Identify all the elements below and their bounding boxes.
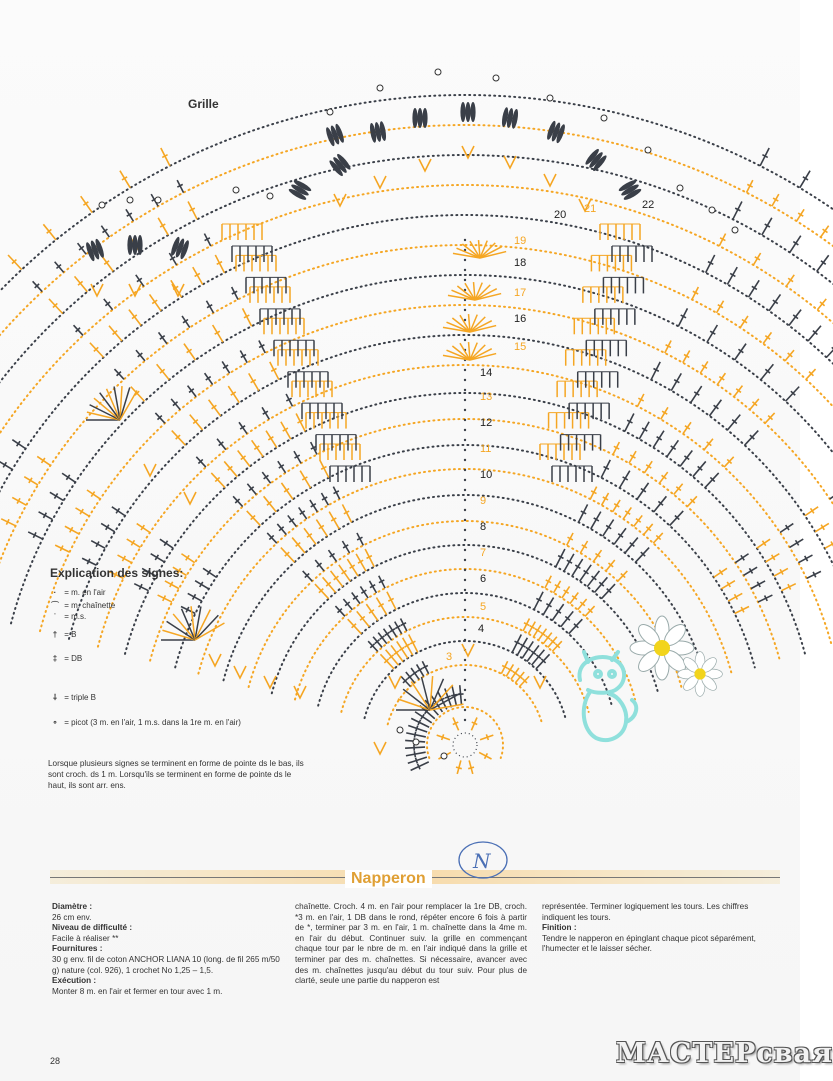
stitch-mark [693, 461, 706, 476]
cluster-mark [462, 146, 474, 158]
handwritten-mark [455, 838, 511, 882]
text-column-3: représentée. Terminer logiquement les tours. Les chiffres indiquent les tours. Finition : Tendre le napperon en épinglant chaque picot séparément, l'humecter et le laisser sécher. [542, 902, 756, 954]
axis-dot [464, 399, 466, 401]
stitch-mark [252, 440, 263, 456]
round-number-label: 18 [514, 257, 527, 269]
arc-icon: ⌒ [51, 601, 59, 610]
text-column-2: chaînette. Croch. 4 m. en l'air pour remplacer la 1re DB, croch. *3 m. en l'air, 1 DB dans le rond, répéter encore 6 fois à partir de *, terminer par 3 m. en l'air, 1 m. chaînette dans la 4me m. en l'air du début. Continuer suiv. la grille en commençant chaque tour par le nbre de m. en l'air indiqué dans la grille et terminer par des m. chaînettes. Si nécessaire, avancer avec des m. chaînettes jusqu'au début du tour suiv. Pour plus de clarté, seule une partie du napperon est [295, 902, 527, 986]
stitch-mark [569, 619, 583, 634]
cluster-mark [184, 492, 196, 504]
stitch-mark [228, 386, 239, 403]
stitch-mark [414, 751, 415, 757]
stitch-mark [238, 451, 250, 467]
axis-dot [464, 559, 466, 561]
stitch-mark [339, 565, 350, 581]
picot-mark [267, 193, 273, 199]
stitch-mark [190, 415, 203, 430]
petal-cluster [328, 152, 352, 177]
page-number: 28 [50, 1056, 61, 1066]
cluster-mark [144, 464, 156, 476]
stitch-mark [543, 598, 553, 615]
stitch-mark [552, 604, 563, 620]
stitch-mark [331, 571, 343, 587]
article-title: Napperon [345, 870, 432, 888]
stitch-mark [564, 554, 574, 571]
round-number-label: 21 [584, 203, 597, 215]
axis-dot [464, 589, 466, 591]
legend-item [48, 630, 76, 639]
legend-item [48, 612, 86, 621]
chart-title: Grille [188, 97, 219, 111]
round-number-label: 8 [480, 521, 487, 533]
picot-mark [397, 727, 403, 733]
stitch-mark [266, 431, 277, 448]
stitch-mark [456, 767, 462, 769]
stitch-mark [786, 387, 800, 402]
stitch-mark [453, 722, 458, 724]
cluster-mark [334, 194, 346, 206]
stitch-mark [347, 559, 358, 576]
picot-mark [547, 95, 553, 101]
axis-dot [464, 409, 466, 411]
watermark-logo: МАСТЕРсвая [616, 1038, 833, 1069]
stitch-mark [460, 685, 462, 705]
stitch-mark [137, 524, 150, 533]
stitch-mark [316, 520, 327, 537]
axis-dot [464, 459, 466, 461]
picot-mark [732, 227, 738, 233]
stitch-mark [805, 507, 818, 516]
petal [422, 108, 427, 128]
stitch-mark [667, 440, 678, 456]
stitch-mark [714, 568, 727, 577]
petal-cluster [460, 102, 475, 122]
axis-dot [464, 619, 466, 621]
petal-cluster [545, 120, 566, 144]
stitch-mark [193, 267, 203, 284]
petal-cluster [324, 123, 345, 147]
stitch-mark [587, 571, 599, 587]
stitch-mark [43, 224, 56, 240]
legend-title: Explication des signes: [50, 566, 184, 580]
axis-dot [464, 279, 466, 281]
center-ring [453, 733, 477, 757]
axis-dot [464, 549, 466, 551]
stitch-mark [414, 732, 415, 738]
cluster-mark [374, 176, 386, 188]
cluster-mark [234, 666, 246, 678]
stitch-mark [826, 343, 833, 358]
stitch-mark [348, 619, 362, 634]
round-number-label: 15 [514, 341, 527, 353]
round-number-label: 6 [480, 573, 487, 585]
stitch-mark [249, 373, 259, 390]
round-number-label: 7 [480, 547, 487, 559]
stitch-mark [120, 171, 130, 188]
axis-dot [464, 389, 466, 391]
stitch-mark [727, 267, 737, 284]
stitch-mark [691, 386, 702, 403]
axis-dot [464, 429, 466, 431]
stitch-mark [735, 554, 748, 563]
stitch-mark [653, 431, 664, 448]
cluster-mark [91, 284, 103, 296]
petal-cluster [618, 178, 643, 201]
picot-mark [441, 753, 447, 759]
stitch-mark [292, 538, 305, 553]
stitch-mark [614, 528, 626, 544]
stitch-mark [591, 512, 601, 529]
petal [127, 235, 132, 255]
stitch-mark [211, 473, 225, 488]
stitch-mark [247, 511, 261, 526]
picot-mark [435, 69, 441, 75]
cluster-mark [209, 654, 221, 666]
stitch-mark [129, 310, 141, 326]
stitch-mark [580, 565, 591, 581]
stitch-mark [181, 554, 194, 563]
stitch-mark [472, 722, 477, 724]
stitch-mark [817, 255, 829, 271]
round-number-label: 11 [480, 443, 492, 455]
legend-item-text: = picot (3 m. en l'air, 1 m.s. dans la 1re m. en l'air) [62, 718, 241, 727]
stitch-mark [264, 496, 277, 512]
stitch-mark [75, 276, 88, 291]
stitch-mark [376, 598, 386, 615]
dot-icon: · [53, 588, 57, 597]
petal [470, 102, 475, 122]
stitch-mark [405, 747, 425, 748]
stitch-mark [281, 422, 291, 439]
axis-dot [464, 639, 466, 641]
axis-dot [464, 339, 466, 341]
petal [412, 108, 417, 128]
axis-dot [464, 579, 466, 581]
stitch-mark [415, 758, 417, 764]
petal [460, 102, 465, 122]
picot-mark [377, 85, 383, 91]
stitch-mark [8, 255, 22, 270]
petal-cluster [127, 235, 142, 255]
stitch-mark [745, 431, 759, 446]
cluster-mark [462, 644, 474, 656]
axis-dot [464, 379, 466, 381]
legend-item [48, 692, 96, 703]
axis-dot [464, 709, 466, 711]
legend-note: Lorsque plusieurs signes se terminent en forme de pointe ds le bas, ils sont croch. ds 1 m. Lorsqu'ils se terminent en forme de pointe ds le haut, ils sont arr. ens. [48, 759, 304, 790]
legend-item-text: = DB [62, 654, 83, 663]
round-number-label: 10 [480, 469, 493, 481]
chain-arc [40, 305, 833, 631]
stitch-mark [90, 343, 104, 358]
picot-mark [233, 187, 239, 193]
stitch-mark [789, 310, 801, 326]
stitch-mark [761, 364, 774, 380]
round-number-label: 4 [478, 623, 485, 635]
axis-dot [464, 479, 466, 481]
legend-item-text: = triple B [62, 693, 97, 702]
stitch-mark [300, 471, 310, 488]
stitch-mark [654, 496, 667, 512]
round-number-label: 14 [480, 367, 493, 379]
axis-dot [464, 449, 466, 451]
petal-cluster [412, 108, 427, 128]
axis-dot [464, 499, 466, 501]
stitch-mark [109, 326, 122, 341]
stitch-mark [0, 423, 1, 432]
round-number-label: 19 [514, 235, 527, 247]
round-number-label: 9 [480, 495, 487, 507]
stitch-mark [709, 400, 721, 416]
petal [465, 102, 470, 122]
b-icon: † [52, 630, 58, 639]
round-number-label: 3 [446, 651, 453, 663]
stitch-mark [304, 528, 316, 544]
round-number-label: 12 [480, 417, 493, 429]
stitch-mark [171, 280, 182, 297]
legend-item [48, 600, 115, 611]
stitch-mark [224, 461, 237, 476]
round-number-label: 16 [514, 313, 527, 325]
stitch-mark [637, 483, 648, 499]
round-number-label: 13 [480, 391, 493, 403]
stitch-mark [356, 554, 366, 571]
petal [132, 235, 137, 255]
stitch-mark [184, 344, 195, 360]
stitch-mark [81, 196, 92, 212]
legend-item [48, 654, 82, 663]
stitch-mark [329, 512, 339, 529]
stitch-mark [727, 415, 740, 430]
stitch-mark [671, 373, 681, 390]
text-column-1: Diamètre : 26 cm env. Niveau de difficulté : Facile à réaliser ** Fournitures : 30 g env. fil de coton ANCHOR LIANA 10 (long. de fil 265 m/50 g) nature (col. 926), 1 crochet No 1,25 – 1,5. Exécution : Monter 8 m. en l'air et fermer en tour avec 1 m. [52, 902, 280, 996]
petal [417, 108, 422, 128]
axis-dot [464, 369, 466, 371]
round-number-label: 22 [642, 199, 655, 211]
stitch-mark [281, 483, 292, 499]
legend-item-text: = B [62, 630, 77, 639]
stitch-mark [620, 471, 630, 488]
stitch-mark [157, 364, 170, 380]
axis-dot [464, 519, 466, 521]
stitch-mark [158, 218, 168, 235]
cluster-mark [294, 686, 306, 698]
legend-item-text: = m. en l'air [62, 588, 106, 597]
stitch-mark [757, 539, 770, 548]
cluster-mark [264, 676, 276, 688]
axis-dot [464, 509, 466, 511]
stitch-mark [790, 236, 801, 253]
cluster-mark [389, 676, 401, 688]
stitch-mark [366, 604, 377, 620]
axis-dot [464, 489, 466, 491]
stitch-mark [213, 325, 223, 342]
petal [137, 235, 142, 255]
petal-cluster [369, 121, 387, 143]
stitch-mark [468, 767, 474, 769]
picot-mark [709, 207, 715, 213]
stitch-mark [769, 294, 780, 310]
cluster-mark [374, 742, 386, 754]
chain-arc [98, 365, 832, 647]
axis-dot [464, 699, 466, 701]
cluster-mark [419, 159, 431, 171]
axis-dot [464, 539, 466, 541]
picot-mark [493, 75, 499, 81]
axis-dot [464, 259, 466, 261]
axis-dot [464, 439, 466, 441]
triple-b-icon: ⸸ [53, 693, 57, 702]
stitch-mark [762, 218, 772, 235]
axis-dot [464, 599, 466, 601]
round-number-label: 20 [554, 209, 567, 221]
picot-mark [99, 202, 105, 208]
petal-cluster [169, 236, 190, 260]
stitch-mark [735, 344, 746, 360]
axis-dot [464, 679, 466, 681]
chain-arc [0, 245, 833, 616]
picot-mark [127, 197, 133, 203]
stitch-mark [281, 548, 295, 563]
stitch-mark [680, 451, 692, 467]
picot-mark [327, 109, 333, 115]
stitch-mark [172, 431, 186, 446]
ms-icon: ˈ [53, 612, 57, 621]
axis-dot [464, 529, 466, 531]
stitch-mark [49, 299, 63, 314]
stitch-mark [748, 280, 759, 297]
handwritten-letter: N [473, 849, 491, 873]
axis-dot [464, 629, 466, 631]
stitch-mark [603, 520, 614, 537]
stitch-mark [442, 734, 444, 740]
legend-item [48, 588, 106, 597]
stitch-mark [800, 171, 810, 188]
axis-dot [464, 669, 466, 671]
picot-mark [155, 197, 161, 203]
stitch-mark [705, 473, 719, 488]
stitch-mark [357, 611, 370, 627]
picot-icon: ∘ [52, 718, 58, 727]
stitch-mark [635, 548, 649, 563]
stitch-mark [209, 400, 221, 416]
stitch-mark [808, 326, 821, 341]
round-number-label: 17 [514, 287, 527, 299]
axis-dot [464, 659, 466, 661]
stitch-mark [486, 734, 488, 740]
petal-cluster [501, 107, 519, 129]
cluster-mark [544, 174, 556, 186]
picot-mark [645, 147, 651, 153]
stitch-mark [445, 696, 451, 698]
axis-dot [464, 419, 466, 421]
stitch-mark [150, 294, 161, 310]
axis-dot [464, 469, 466, 471]
legend-item-text: = m. chaînette [62, 601, 116, 610]
stitch-mark [639, 422, 649, 439]
db-icon: ‡ [52, 654, 58, 663]
stitch-mark [670, 511, 684, 526]
chain-arc [0, 95, 833, 577]
round-number-label: 5 [480, 601, 487, 613]
legend-item [48, 718, 241, 727]
stitch-mark [203, 568, 216, 577]
stitch-mark [561, 611, 574, 627]
stitch-mark [416, 726, 418, 732]
picot-mark [601, 115, 607, 121]
axis-dot [464, 309, 466, 311]
axis-dot [464, 689, 466, 691]
axis-dot [464, 609, 466, 611]
cat-sticker [566, 650, 646, 746]
axis-dot [464, 269, 466, 271]
axis-dot [464, 719, 466, 721]
stitch-mark [780, 524, 793, 533]
axis-dot [464, 239, 466, 241]
picot-mark [677, 185, 683, 191]
stitch-mark [572, 559, 583, 576]
legend-item-text: = m.s. [62, 612, 87, 621]
stitch-mark [625, 538, 638, 553]
axis-dot [464, 569, 466, 571]
stitch-mark [707, 325, 717, 342]
picot-mark [413, 739, 419, 745]
